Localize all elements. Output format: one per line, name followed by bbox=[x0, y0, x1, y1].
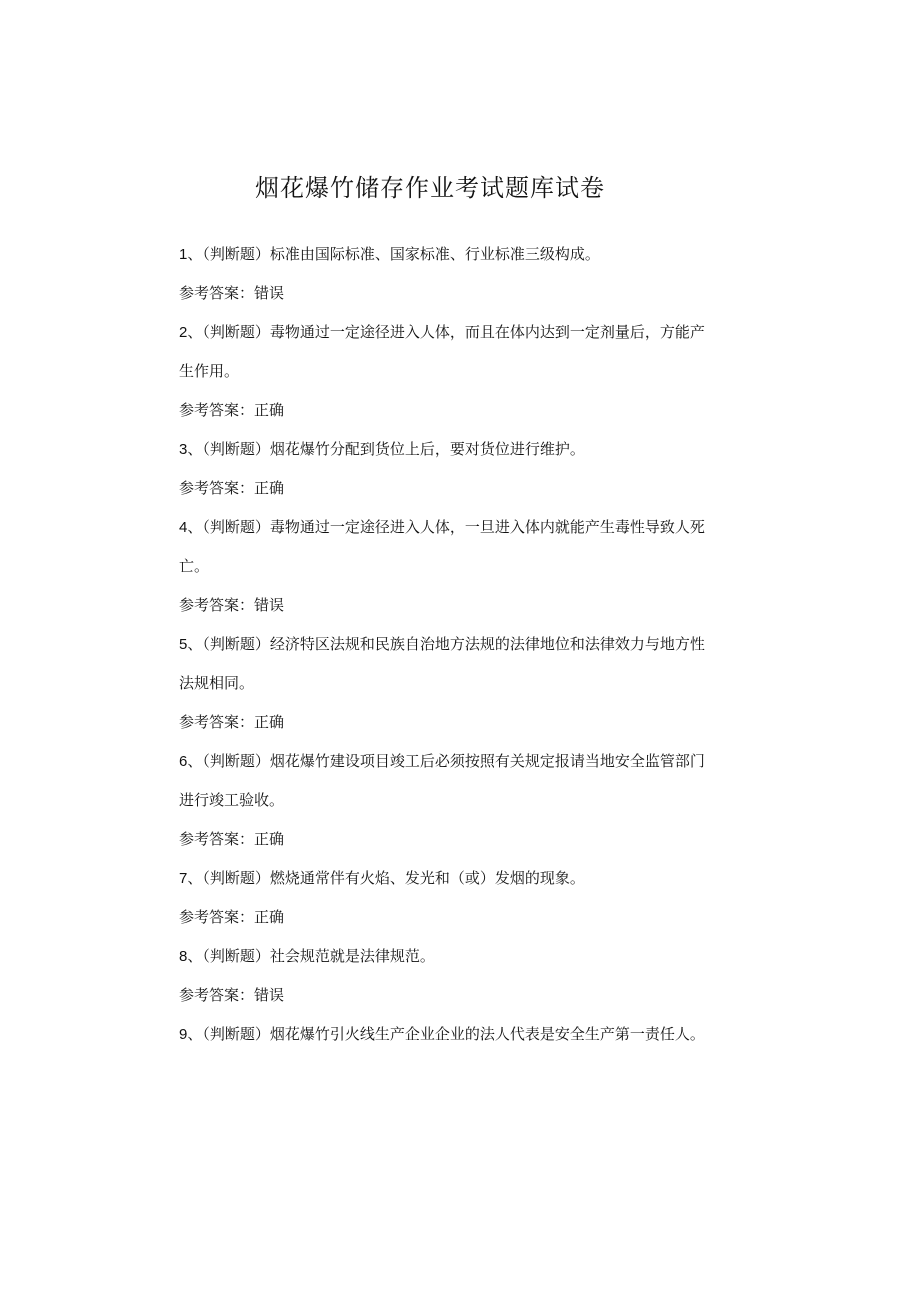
question-text: 、（判断题）烟花爆竹分配到货位上后，要对货位进行维护。 bbox=[187, 440, 585, 458]
question-text-line bbox=[179, 430, 739, 469]
question-text-continuation: 亡。 bbox=[179, 557, 210, 575]
question-text-continuation: 法规相同。 bbox=[179, 674, 255, 692]
reference-answer: 参考答案：正确 bbox=[179, 713, 285, 731]
question-text: 、（判断题）烟花爆竹建设项目竣工后必须按照有关规定报请当地安全监管部门 bbox=[187, 752, 705, 770]
question-item bbox=[179, 859, 739, 937]
question-number: 6 bbox=[179, 753, 188, 770]
reference-answer: 参考答案：错误 bbox=[179, 284, 285, 302]
question-number: 4 bbox=[179, 519, 188, 536]
question-text: 、（判断题）标准由国际标准、国家标准、行业标准三级构成。 bbox=[187, 245, 600, 263]
question-text-line bbox=[179, 937, 739, 976]
question-text-continuation: 生作用。 bbox=[179, 362, 240, 380]
question-number: 2 bbox=[179, 324, 188, 341]
question-number: 1 bbox=[179, 246, 188, 263]
question-number: 7 bbox=[179, 870, 188, 887]
question-text-line bbox=[179, 1015, 739, 1054]
question-text-continuation: 进行竣工验收。 bbox=[179, 791, 285, 809]
question-item bbox=[179, 742, 739, 859]
reference-answer: 参考答案：正确 bbox=[179, 908, 285, 926]
question-item bbox=[179, 508, 739, 625]
question-text-line bbox=[179, 508, 739, 547]
reference-answer: 参考答案：正确 bbox=[179, 830, 285, 848]
question-number: 5 bbox=[179, 636, 188, 653]
question-item bbox=[179, 937, 739, 1015]
reference-answer: 参考答案：正确 bbox=[179, 401, 285, 419]
reference-answer: 参考答案：错误 bbox=[179, 596, 285, 614]
question-number: 8 bbox=[179, 948, 188, 965]
question-text: 、（判断题）燃烧通常伴有火焰、发光和（或）发烟的现象。 bbox=[187, 869, 585, 887]
question-item bbox=[179, 625, 739, 742]
question-item bbox=[179, 235, 739, 313]
reference-answer: 参考答案：错误 bbox=[179, 986, 285, 1004]
question-text: 、（判断题）毒物通过一定途径进入人体，一旦进入体内就能产生毒性导致人死 bbox=[187, 518, 705, 536]
question-text: 、（判断题）社会规范就是法律规范。 bbox=[187, 947, 435, 965]
question-item bbox=[179, 1015, 739, 1054]
question-item bbox=[179, 313, 739, 430]
question-text: 、（判断题）毒物通过一定途径进入人体，而且在体内达到一定剂量后，方能产 bbox=[187, 323, 705, 341]
question-text-line bbox=[179, 742, 739, 781]
question-text: 、（判断题）烟花爆竹引火线生产企业企业的法人代表是安全生产第一责任人。 bbox=[187, 1025, 705, 1043]
question-list bbox=[179, 235, 739, 1054]
question-text-line bbox=[179, 235, 739, 274]
question-text: 、（判断题）经济特区法规和民族自治地方法规的法律地位和法律效力与地方性 bbox=[187, 635, 705, 653]
question-item bbox=[179, 430, 739, 508]
question-text-line bbox=[179, 313, 739, 352]
question-number: 9 bbox=[179, 1026, 188, 1043]
question-text-line bbox=[179, 625, 739, 664]
question-number: 3 bbox=[179, 441, 188, 458]
question-text-line bbox=[179, 859, 739, 898]
document-title: 烟花爆竹储存作业考试题库试卷 bbox=[255, 174, 605, 202]
reference-answer: 参考答案：正确 bbox=[179, 479, 285, 497]
